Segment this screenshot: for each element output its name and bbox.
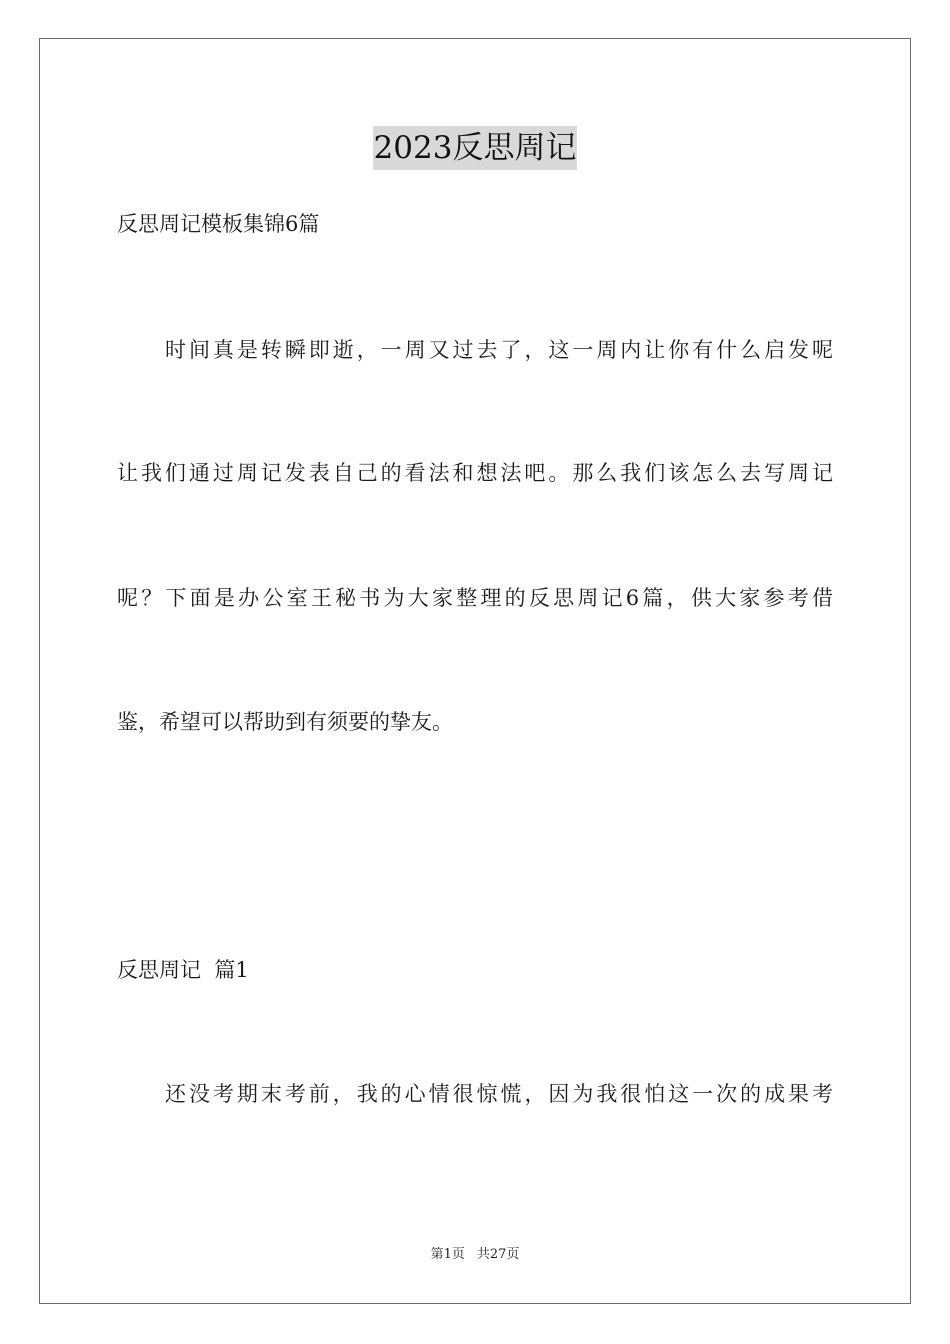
document-title-wrapper [0, 126, 950, 170]
document-title: 2023反思周记 [373, 126, 578, 170]
page-number: 第1页 [430, 1247, 465, 1262]
paragraph-line: 让我们通过周记发表自己的看法和想法吧。那么我们该怎么去写周记 [117, 461, 833, 485]
paragraph-line: 时间真是转瞬即逝，一周又过去了，这一周内让你有什么启发呢 [165, 338, 833, 362]
document-subtitle: 反思周记模板集锦6篇 [117, 212, 320, 236]
paragraph-line: 呢？下面是办公室王秘书为大家整理的反思周记6篇，供大家参考借 [117, 586, 833, 610]
paragraph-line: 鉴，希望可以帮助到有须要的挚友。 [117, 710, 453, 734]
page-total: 共27页 [476, 1247, 520, 1262]
section-heading: 反思周记 篇1 [117, 958, 249, 982]
paragraph-line: 还没考期末考前，我的心情很惊慌，因为我很怕这一次的成果考 [165, 1082, 833, 1106]
page-footer [0, 1246, 950, 1264]
